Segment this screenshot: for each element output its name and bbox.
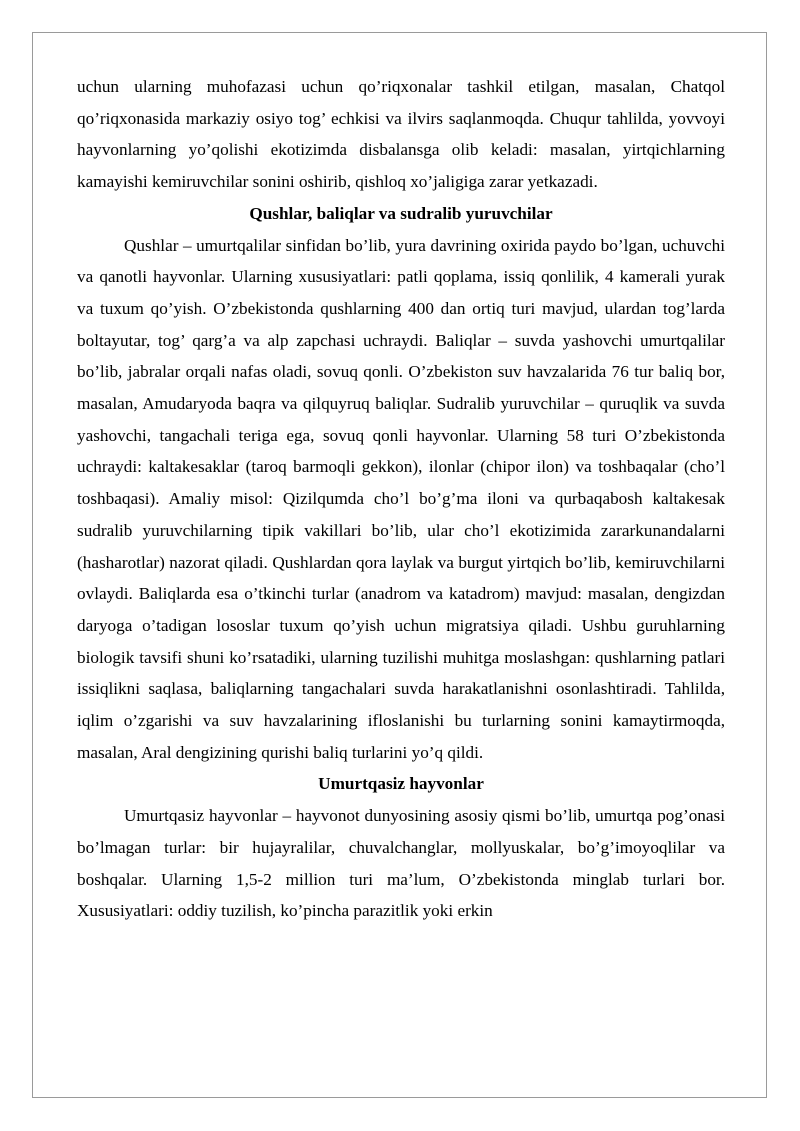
paragraph-continuation: uchun ularning muhofazasi uchun qo’riqxonalar tashkil etilgan, masalan, Chatqol qo’riqxonasida markaziy osiyo tog’ echkisi va ilvirs saqlanmoqda. Chuqur tahlilda, yovvoyi hayvonlarning yo’qolishi ekotizimda disbalansga olib keladi: masalan, yirtqichlarning kamayishi kemiruvchilar sonini oshirib, qishloq xo’jaligiga zarar yetkazadi.: [77, 77, 725, 192]
paragraph-invertebrates: Umurtqasiz hayvonlar – hayvonot dunyosining asosiy qismi bo’lib, umurtqa pog’onasi bo’lmagan turlar: bir hujayralilar, chuvalchanglar, mollyuskalar, bo’g’imoyoqlilar va boshqalar. Ularning 1,5-2 million turi ma’lum, O’zbekistonda minglab turlari bor. Xususiyatlari: oddiy tuzilish, ko’pincha parazitlik yoki erkin: [77, 806, 725, 921]
section-heading-birds-fish-reptiles: Qushlar, baliqlar va sudralib yuruvchilar: [249, 203, 553, 223]
section-heading-invertebrates: Umurtqasiz hayvonlar: [318, 774, 484, 794]
paragraph-birds-fish-reptiles: Qushlar – umurtqalilar sinfidan bo’lib, yura davrining oxirida paydo bo’lgan, uchuvchi va qanotli hayvonlar. Ularning xususiyatlari: patli qoplama, issiq qonlilik, 4 kamerali yurak va tuxum qo’yish. O’zbekistonda qushlarning 400 dan ortiq turi mavjud, ulardan tog’larda boltayutar, tog’ qarg’a va alp zapchasi uchraydi. Baliqlar – suvda yashovchi umurtqalilar bo’lib, jabralar orqali nafas oladi, sovuq qonli. O’zbekiston suv havzalarida 76 tur baliq bor, masalan, Amudaryoda baqra va qilquyruq baliqlar. Sudralib yuruvchilar – quruqlik va suvda yashovchi, tangachali teriga ega, sovuq qonli hayvonlar. Ularning 58 turi O’zbekistonda uchraydi: kaltakesaklar (taroq barmoqli gekkon), ilonlar (chipor ilon) va toshbaqalar (cho’l toshbaqasi). Amaliy misol: Qizilqumda cho’l bo’g’ma iloni va qurbaqabosh kaltakesak sudralib yuruvchilarning tipik vakillari bo’lib, ular cho’l ekotizimida zararkunandalarni (hasharotlar) nazorat qiladi. Qushlardan qora laylak va burgut yirtqich bo’lib, kemiruvchilarni ovlaydi. Baliqlarda esa o’tkinchi turlar (anadrom va katadrom) mavjud: masalan, dengizdan daryoga o’tadigan lososlar tuxum qo’yish uchun migratsiya qiladi. Ushbu guruhlarning biologik tavsifi shuni ko’rsatadiki, ularning tuzilishi muhitga moslashgan: qushlarning patlari issiqlikni saqlasa, baliqlarning tangachalari suvda harakatlanishni osonlashtiradi. Tahlilda, iqlim o’zgarishi va suv havzalarining ifloslanishi bu turlarning sonini kamaytirmoqda, masalan, Aral dengizining qurishi baliq turlarini yo’q qildi.: [77, 235, 725, 762]
document-body: [77, 71, 725, 927]
